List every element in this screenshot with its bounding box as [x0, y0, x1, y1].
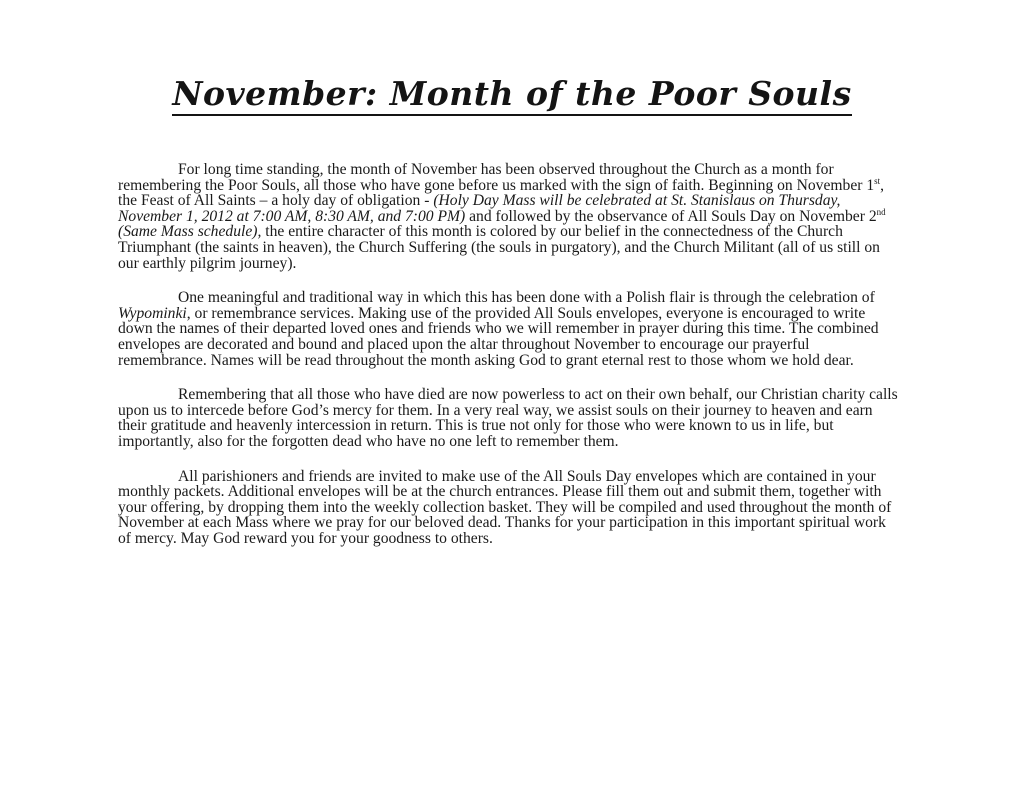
paragraph-1-text-a: For long time standing, the month of November has been observed throughout the Church as a month for remembering the Poor Souls, all those who have gone before us marked with the sign of faith. Beginning on November 1	[118, 161, 875, 194]
document-title-text: November: Month of the Poor Souls	[172, 74, 851, 116]
paragraph-1-mass-times: (Holy Day Mass will be celebrated at St. Stanislaus on Thursday, November 1, 2012 at 7:00 AM, 8:30 AM, and 7:00 PM)	[118, 192, 841, 225]
paragraph-3	[118, 387, 898, 449]
paragraph-1-text-d: and followed by the observance of All Souls Day on November 2	[465, 207, 877, 225]
paragraph-2-wypominki: Wypominki	[118, 304, 187, 322]
paragraph-1-text-b: , the Feast of All Saints – a holy day of obligation -	[118, 176, 885, 210]
paragraph-1-sup-nd: nd	[876, 206, 886, 217]
paragraph-1-text-f: the entire character of this month is colored by our belief in the connectedness of the Church Triumphant (the saints in heaven), the Church Suffering (the souls in purgatory), and the Church Militant (all of us still on our earthly pilgrim journey).	[118, 223, 880, 272]
paragraph-2	[118, 290, 898, 368]
paragraph-4	[118, 469, 898, 547]
paragraph-4-text: All parishioners and friends are invited to make use of the All Souls Day envelopes which are contained in your monthly packets. Additional envelopes will be at the church entrances. Please fill them out and submit them, together with your offering, by dropping them into the weekly collection basket. They will be compiled and used throughout the month of November at each Mass where we pray for our beloved dead. Thanks for your participation in this important spiritual work of mercy. May God reward you for your goodness to others.	[118, 467, 892, 547]
paragraph-1-sup-st: st	[874, 175, 881, 186]
paragraph-1	[118, 162, 898, 271]
document-title	[0, 72, 1024, 116]
paragraph-2-text-a: One meaningful and traditional way in which this has been done with a Polish flair is through the celebration of	[178, 289, 875, 307]
paragraph-2-text-c: , or remembrance services. Making use of the provided All Souls envelopes, everyone is encouraged to write down the names of their departed loved ones and friends who we will remember in prayer during this time. The combined envelopes are decorated and bound and placed upon the altar throughout November to encourage our prayerful remembrance. Names will be read throughout the month asking God to grant eternal rest to those whom we hold dear.	[118, 304, 879, 369]
document-body	[118, 162, 898, 565]
paragraph-1-same-schedule: (Same Mass schedule),	[118, 223, 262, 241]
paragraph-3-text: Remembering that all those who have died are now powerless to act on their own behalf, our Christian charity calls upon us to intercede before God’s mercy for them. In a very real way, we assist souls on their journey to heaven and earn their gratitude and heavenly intercession in return. This is true not only for those who were known to us in life, but importantly, also for the forgotten dead who have no one left to remember them.	[118, 386, 898, 450]
